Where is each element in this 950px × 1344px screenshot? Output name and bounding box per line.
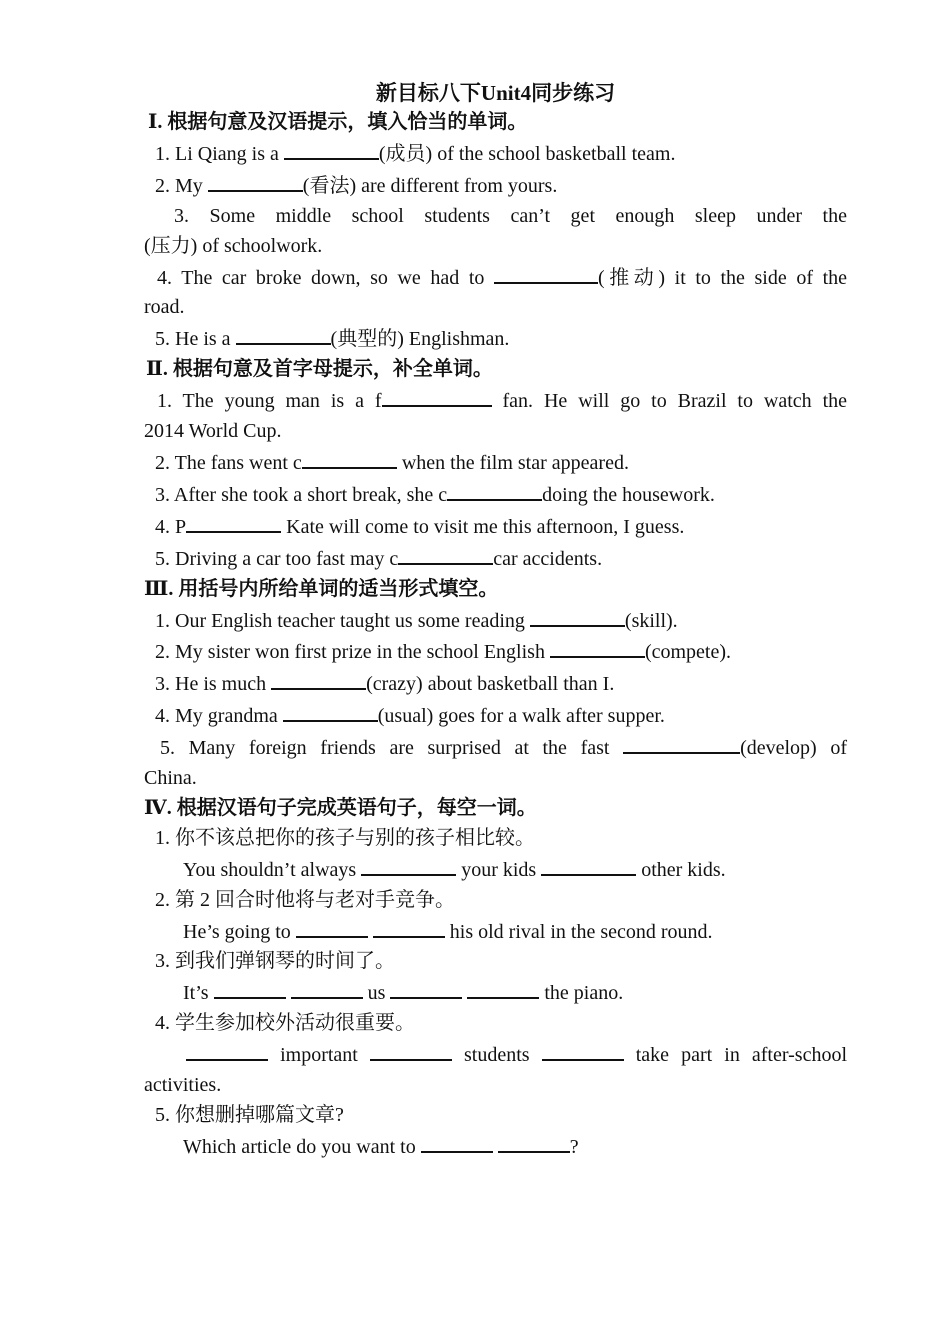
answer-blank[interactable]: [498, 1131, 570, 1153]
answer-blank[interactable]: [186, 511, 281, 533]
answer-blank[interactable]: [271, 668, 366, 690]
s1-question-4-cont: road.: [144, 296, 185, 319]
answer-blank[interactable]: [296, 916, 368, 938]
s3-question-1: 1. Our English teacher taught us some reading (skill).: [144, 605, 847, 637]
s3-question-5: 5. Many foreign friends are surprised at the fast (develop) of: [144, 732, 847, 764]
s1-question-4: 4. The car broke down, so we had to (推动) it to the side of the: [144, 262, 847, 294]
s2-question-1-cont: 2014 World Cup.: [144, 420, 282, 443]
answer-blank[interactable]: [291, 977, 363, 999]
s2-question-3: 3. After she took a short break, she c doing the housework.: [144, 479, 847, 511]
section-1-heading: Ⅰ. 根据句意及汉语提示，填入恰当的单词。: [148, 111, 528, 133]
s3-question-2: 2. My sister won first prize in the school English (compete).: [144, 636, 847, 668]
s3-question-5-cont: China.: [144, 767, 197, 790]
s1-question-3-cont: (压力) of schoolwork.: [144, 234, 323, 257]
s4-question-2-chinese: 2. 第 2 回合时他将与老对手竞争。: [155, 888, 455, 911]
answer-blank[interactable]: [398, 543, 493, 565]
s1-question-3: 3. Some middle school students can’t get enough sleep under the: [174, 204, 847, 227]
s4-question-3: It’s us the piano.: [144, 977, 847, 1009]
s4-question-5: Which article do you want to ?: [144, 1131, 847, 1163]
s4-question-1: You shouldn’t always your kids other kids.: [144, 854, 847, 886]
s1-question-2: 2. My (看法) are different from yours.: [144, 170, 847, 202]
s2-question-4: 4. P Kate will come to visit me this afternoon, I guess.: [144, 511, 847, 543]
s2-question-1: 1. The young man is a f fan. He will go to Brazil to watch the: [144, 385, 847, 417]
s3-question-3: 3. He is much (crazy) about basketball than I.: [144, 668, 847, 700]
s4-question-5-chinese: 5. 你想删掉哪篇文章?: [155, 1104, 344, 1126]
answer-blank[interactable]: [530, 605, 625, 627]
answer-blank[interactable]: [623, 732, 740, 754]
answer-blank[interactable]: [467, 977, 539, 999]
s1-question-5: 5. He is a (典型的) Englishman.: [144, 323, 847, 355]
s4-question-4-chinese: 4. 学生参加校外活动很重要。: [155, 1012, 415, 1035]
answer-blank[interactable]: [302, 447, 397, 469]
answer-blank[interactable]: [361, 854, 456, 876]
answer-blank[interactable]: [541, 854, 636, 876]
page-title: 新目标八下Unit4同步练习: [375, 81, 616, 105]
s4-question-4-cont: activities.: [144, 1074, 222, 1097]
s2-question-2: 2. The fans went c when the film star appeared.: [144, 447, 847, 479]
answer-blank[interactable]: [382, 385, 492, 407]
s1-question-1: 1. Li Qiang is a (成员) of the school basketball team.: [144, 138, 847, 170]
section-2-heading: Ⅱ. 根据句意及首字母提示，补全单词。: [146, 358, 493, 381]
s3-question-4: 4. My grandma (usual) goes for a walk after supper.: [144, 700, 847, 732]
answer-blank[interactable]: [370, 1039, 452, 1061]
section-4-heading: Ⅳ. 根据汉语句子完成英语句子，每空一词。: [144, 796, 537, 819]
answer-blank[interactable]: [283, 700, 378, 722]
answer-blank[interactable]: [494, 262, 598, 284]
s4-question-4: important students take part in after-school: [144, 1039, 847, 1071]
answer-blank[interactable]: [390, 977, 462, 999]
worksheet: [144, 78, 847, 1163]
answer-blank[interactable]: [186, 1039, 268, 1061]
answer-blank[interactable]: [421, 1131, 493, 1153]
s4-question-2: He’s going to his old rival in the second round.: [144, 916, 847, 948]
answer-blank[interactable]: [373, 916, 445, 938]
answer-blank[interactable]: [284, 138, 379, 160]
answer-blank[interactable]: [236, 323, 331, 345]
s4-question-1-chinese: 1. 你不该总把你的孩子与别的孩子相比较。: [155, 826, 535, 849]
answer-blank[interactable]: [208, 170, 303, 192]
answer-blank[interactable]: [550, 636, 645, 658]
answer-blank[interactable]: [447, 479, 542, 501]
s2-question-5: 5. Driving a car too fast may c car accidents.: [144, 543, 847, 575]
section-3-heading: Ⅲ. 用括号内所给单词的适当形式填空。: [144, 577, 499, 600]
answer-blank[interactable]: [214, 977, 286, 999]
answer-blank[interactable]: [542, 1039, 624, 1061]
s4-question-3-chinese: 3. 到我们弹钢琴的时间了。: [155, 950, 395, 973]
